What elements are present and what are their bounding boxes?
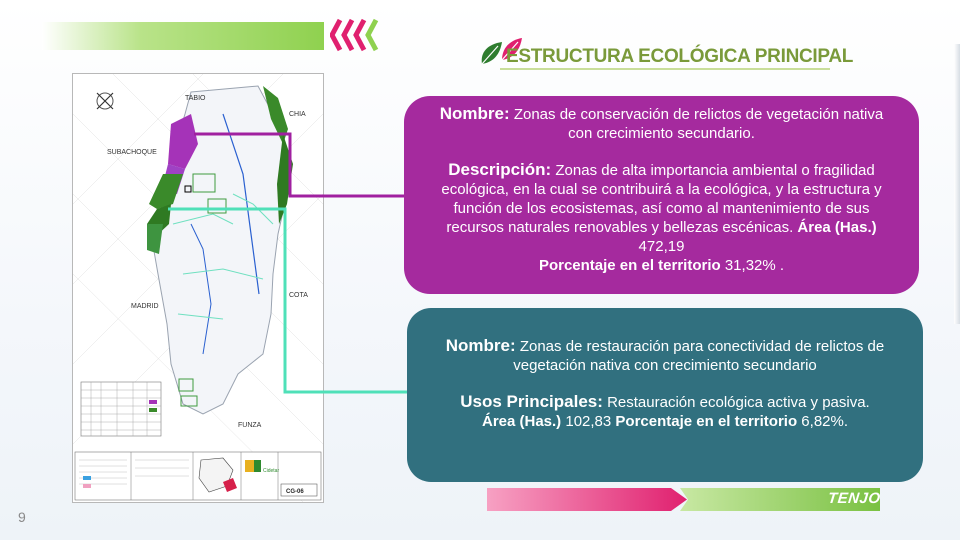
title-block <box>478 36 854 70</box>
page-title: ESTRUCTURA ECOLÓGICA PRINCIPAL <box>506 46 854 67</box>
conservation-pct-value: 31,32% . <box>720 257 785 274</box>
conservation-area-value: 472,19 <box>638 238 685 255</box>
map-label-chia: CHIA <box>289 111 306 118</box>
map-label-tabio: TABIO <box>185 95 206 102</box>
restoration-pct-label: Porcentaje en el territorio <box>615 413 798 430</box>
svg-text:Cidetar: Cidetar <box>263 468 280 474</box>
conservation-zone-card <box>404 96 919 294</box>
chevron-icon <box>330 18 380 52</box>
top-green-bar <box>42 22 324 50</box>
map-footer <box>75 452 321 500</box>
conservation-desc-label: Descripción: <box>448 160 552 179</box>
map-legend-table <box>81 382 161 436</box>
map-label-funza: FUNZA <box>238 422 262 429</box>
map-label-subachoque: SUBACHOQUE <box>107 149 157 156</box>
title-underline <box>500 68 830 70</box>
restoration-pct-value: 6,82%. <box>797 413 849 430</box>
north-arrow-icon <box>97 93 113 109</box>
conservation-desc-text: Zonas de alta importancia ambiental o fragilidad ecológica, en la cual se contribuirá a la ecológica, y la estructura y función de los ecosistemas, así como al mantenimiento de sus recursos naturales renovables y bellezas escénicas. <box>441 162 882 236</box>
right-edge-decoration <box>954 44 960 324</box>
map-sheet-code: CG-06 <box>286 489 304 495</box>
conservation-name-text: Zonas de conservación de relictos de vegetación nativa con crecimiento secundario. <box>509 106 884 142</box>
conservation-name-label: Nombre: <box>439 104 510 123</box>
restoration-area-label: Área (Has.) <box>481 413 562 430</box>
conservation-area-label: Área (Has.) <box>797 219 877 236</box>
page-number: 9 <box>18 509 26 525</box>
restoration-uses <box>429 392 901 431</box>
restoration-name-text: Zonas de restauración para conectividad de relictos de vegetación nativa con crecimiento secundario <box>513 338 885 374</box>
map-label-madrid: MADRID <box>131 303 159 310</box>
conservation-description <box>432 160 891 275</box>
conservation-pct-label: Porcentaje en el territorio <box>538 257 721 274</box>
restoration-name <box>429 336 901 375</box>
tenjo-logo: TENJO <box>827 490 882 507</box>
restoration-area-value: 102,83 <box>561 413 616 430</box>
restoration-name-label: Nombre: <box>445 336 516 355</box>
conservation-name <box>432 104 891 143</box>
restoration-uses-text: Restauración ecológica activa y pasiva. <box>602 394 870 411</box>
map-image <box>72 73 324 503</box>
bottom-pink-bar <box>487 488 687 511</box>
restoration-uses-label: Usos Principales: <box>460 392 603 411</box>
map-label-cota: COTA <box>289 292 308 299</box>
restoration-zone-card <box>407 308 923 482</box>
